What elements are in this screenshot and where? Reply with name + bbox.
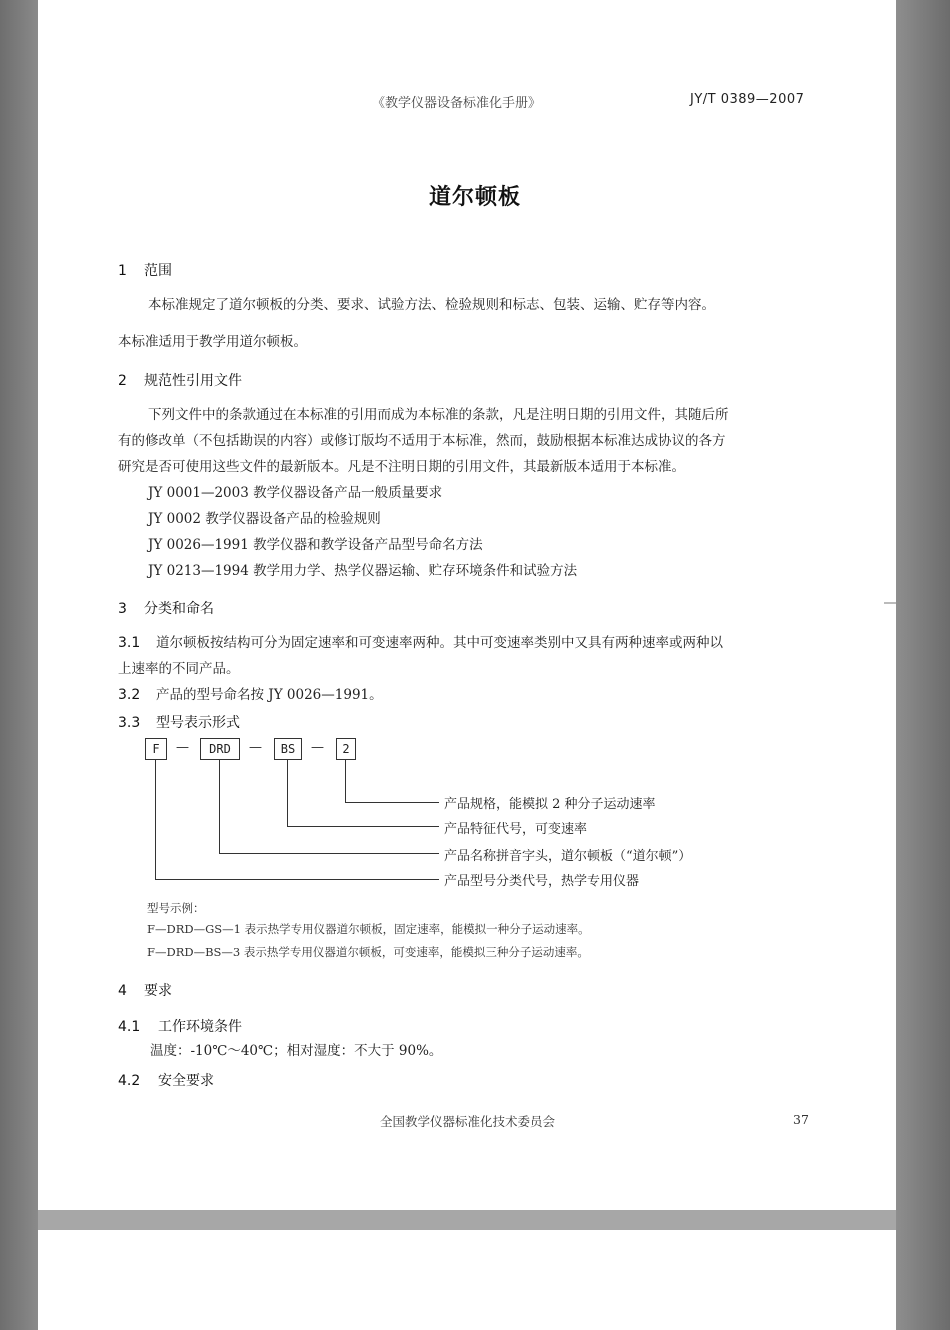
s2-paragraph-line-3: 研究是否可使用这些文件的最新版本。凡是不注明日期的引用文件，其最新版本适用于本标准。 bbox=[118, 459, 685, 475]
section-title: 规范性引用文件 bbox=[144, 373, 242, 389]
clause-number: 3.2 bbox=[118, 687, 141, 703]
page-number: 37 bbox=[793, 1112, 809, 1127]
model-label-name: 产品名称拼音字头，道尔顿板（“道尔顿”） bbox=[444, 849, 692, 864]
footer-committee: 全国教学仪器标准化技术委员会 bbox=[380, 1114, 556, 1129]
example-line: F—DRD—GS—1 表示热学专用仪器道尔顿板，固定速率，能模拟一种分子运动速率。 bbox=[147, 922, 590, 936]
clause-3-1-cont: 上速率的不同产品。 bbox=[118, 661, 240, 677]
connector-line bbox=[345, 760, 346, 803]
section-number: 3 bbox=[118, 601, 127, 617]
section-title: 范围 bbox=[144, 263, 172, 279]
clause-4-1-heading bbox=[118, 1016, 242, 1036]
clause-4-2-heading bbox=[118, 1070, 214, 1090]
section-3-heading bbox=[118, 598, 214, 618]
connector-line bbox=[155, 879, 439, 880]
clause-3-1 bbox=[118, 630, 723, 656]
section-title: 要求 bbox=[144, 983, 172, 999]
s1-paragraph-1: 本标准规定了道尔顿板的分类、要求、试验方法、检验规则和标志、包装、运输、贮存等内容。 bbox=[148, 297, 715, 313]
model-label-spec: 产品规格，能模拟 2 种分子运动速率 bbox=[444, 797, 656, 812]
clause-4-1-text: 温度：-10℃～40℃；相对湿度：不大于 90%。 bbox=[150, 1043, 443, 1059]
clause-number: 3.1 bbox=[118, 635, 141, 651]
connector-line bbox=[287, 760, 288, 827]
model-box-bs: BS bbox=[274, 738, 302, 760]
scan-mark bbox=[884, 602, 896, 604]
clause-title: 型号表示形式 bbox=[156, 715, 240, 731]
section-number: 1 bbox=[118, 263, 127, 279]
header-standard-code: JY/T 0389—2007 bbox=[690, 92, 805, 107]
example-line: F—DRD—BS—3 表示热学专用仪器道尔顿板，可变速率，能模拟三种分子运动速率。 bbox=[147, 945, 589, 959]
reference-item: JY 0026—1991 教学仪器和教学设备产品型号命名方法 bbox=[148, 537, 483, 553]
model-box-f: F bbox=[145, 738, 167, 760]
example-title: 型号示例： bbox=[147, 901, 205, 915]
model-label-class: 产品型号分类代号，热学专用仪器 bbox=[444, 874, 640, 889]
connector-line bbox=[219, 760, 220, 854]
clause-title: 工作环境条件 bbox=[158, 1019, 242, 1035]
header-book-title: 《教学仪器设备标准化手册》 bbox=[372, 96, 542, 111]
section-1-heading bbox=[118, 260, 172, 280]
section-2-heading bbox=[118, 370, 242, 390]
reference-item: JY 0213—1994 教学用力学、热学仪器运输、贮存环境条件和试验方法 bbox=[148, 563, 578, 579]
connector-line bbox=[345, 802, 439, 803]
model-dash: — bbox=[249, 740, 262, 755]
section-number: 2 bbox=[118, 373, 127, 389]
next-page bbox=[38, 1230, 896, 1330]
page-gap bbox=[38, 1210, 896, 1230]
section-title: 分类和命名 bbox=[144, 601, 214, 617]
reference-item: JY 0002 教学仪器设备产品的检验规则 bbox=[148, 511, 381, 527]
connector-line bbox=[219, 853, 439, 854]
s2-paragraph-line-1: 下列文件中的条款通过在本标准的引用而成为本标准的条款，凡是注明日期的引用文件，其随后所 bbox=[148, 407, 729, 423]
clause-3-3-heading bbox=[118, 712, 240, 732]
clause-number: 4.2 bbox=[118, 1073, 141, 1089]
clause-number: 4.1 bbox=[118, 1019, 141, 1035]
page-title: 道尔顿板 bbox=[428, 184, 521, 210]
reference-item: JY 0001—2003 教学仪器设备产品一般质量要求 bbox=[148, 485, 443, 501]
connector-line bbox=[287, 826, 439, 827]
s1-paragraph-2: 本标准适用于教学用道尔顿板。 bbox=[118, 334, 307, 350]
clause-3-2 bbox=[118, 682, 383, 708]
model-label-feature: 产品特征代号，可变速率 bbox=[444, 822, 588, 837]
model-dash: — bbox=[176, 740, 189, 755]
section-4-heading bbox=[118, 980, 172, 1000]
model-dash: — bbox=[311, 740, 324, 755]
clause-title: 安全要求 bbox=[158, 1073, 214, 1089]
section-number: 4 bbox=[118, 983, 127, 999]
connector-line bbox=[155, 760, 156, 880]
s2-paragraph-line-2: 有的修改单（不包括勘误的内容）或修订版均不适用于本标准，然而，鼓励根据本标准达成协议的各方 bbox=[118, 433, 726, 449]
model-box-drd: DRD bbox=[200, 738, 240, 760]
clause-number: 3.3 bbox=[118, 715, 141, 731]
clause-text: 道尔顿板按结构可分为固定速率和可变速率两种。其中可变速率类别中又具有两种速率或两种以 bbox=[156, 635, 723, 651]
model-box-2: 2 bbox=[336, 738, 356, 760]
clause-text: 产品的型号命名按 JY 0026—1991。 bbox=[156, 687, 383, 703]
